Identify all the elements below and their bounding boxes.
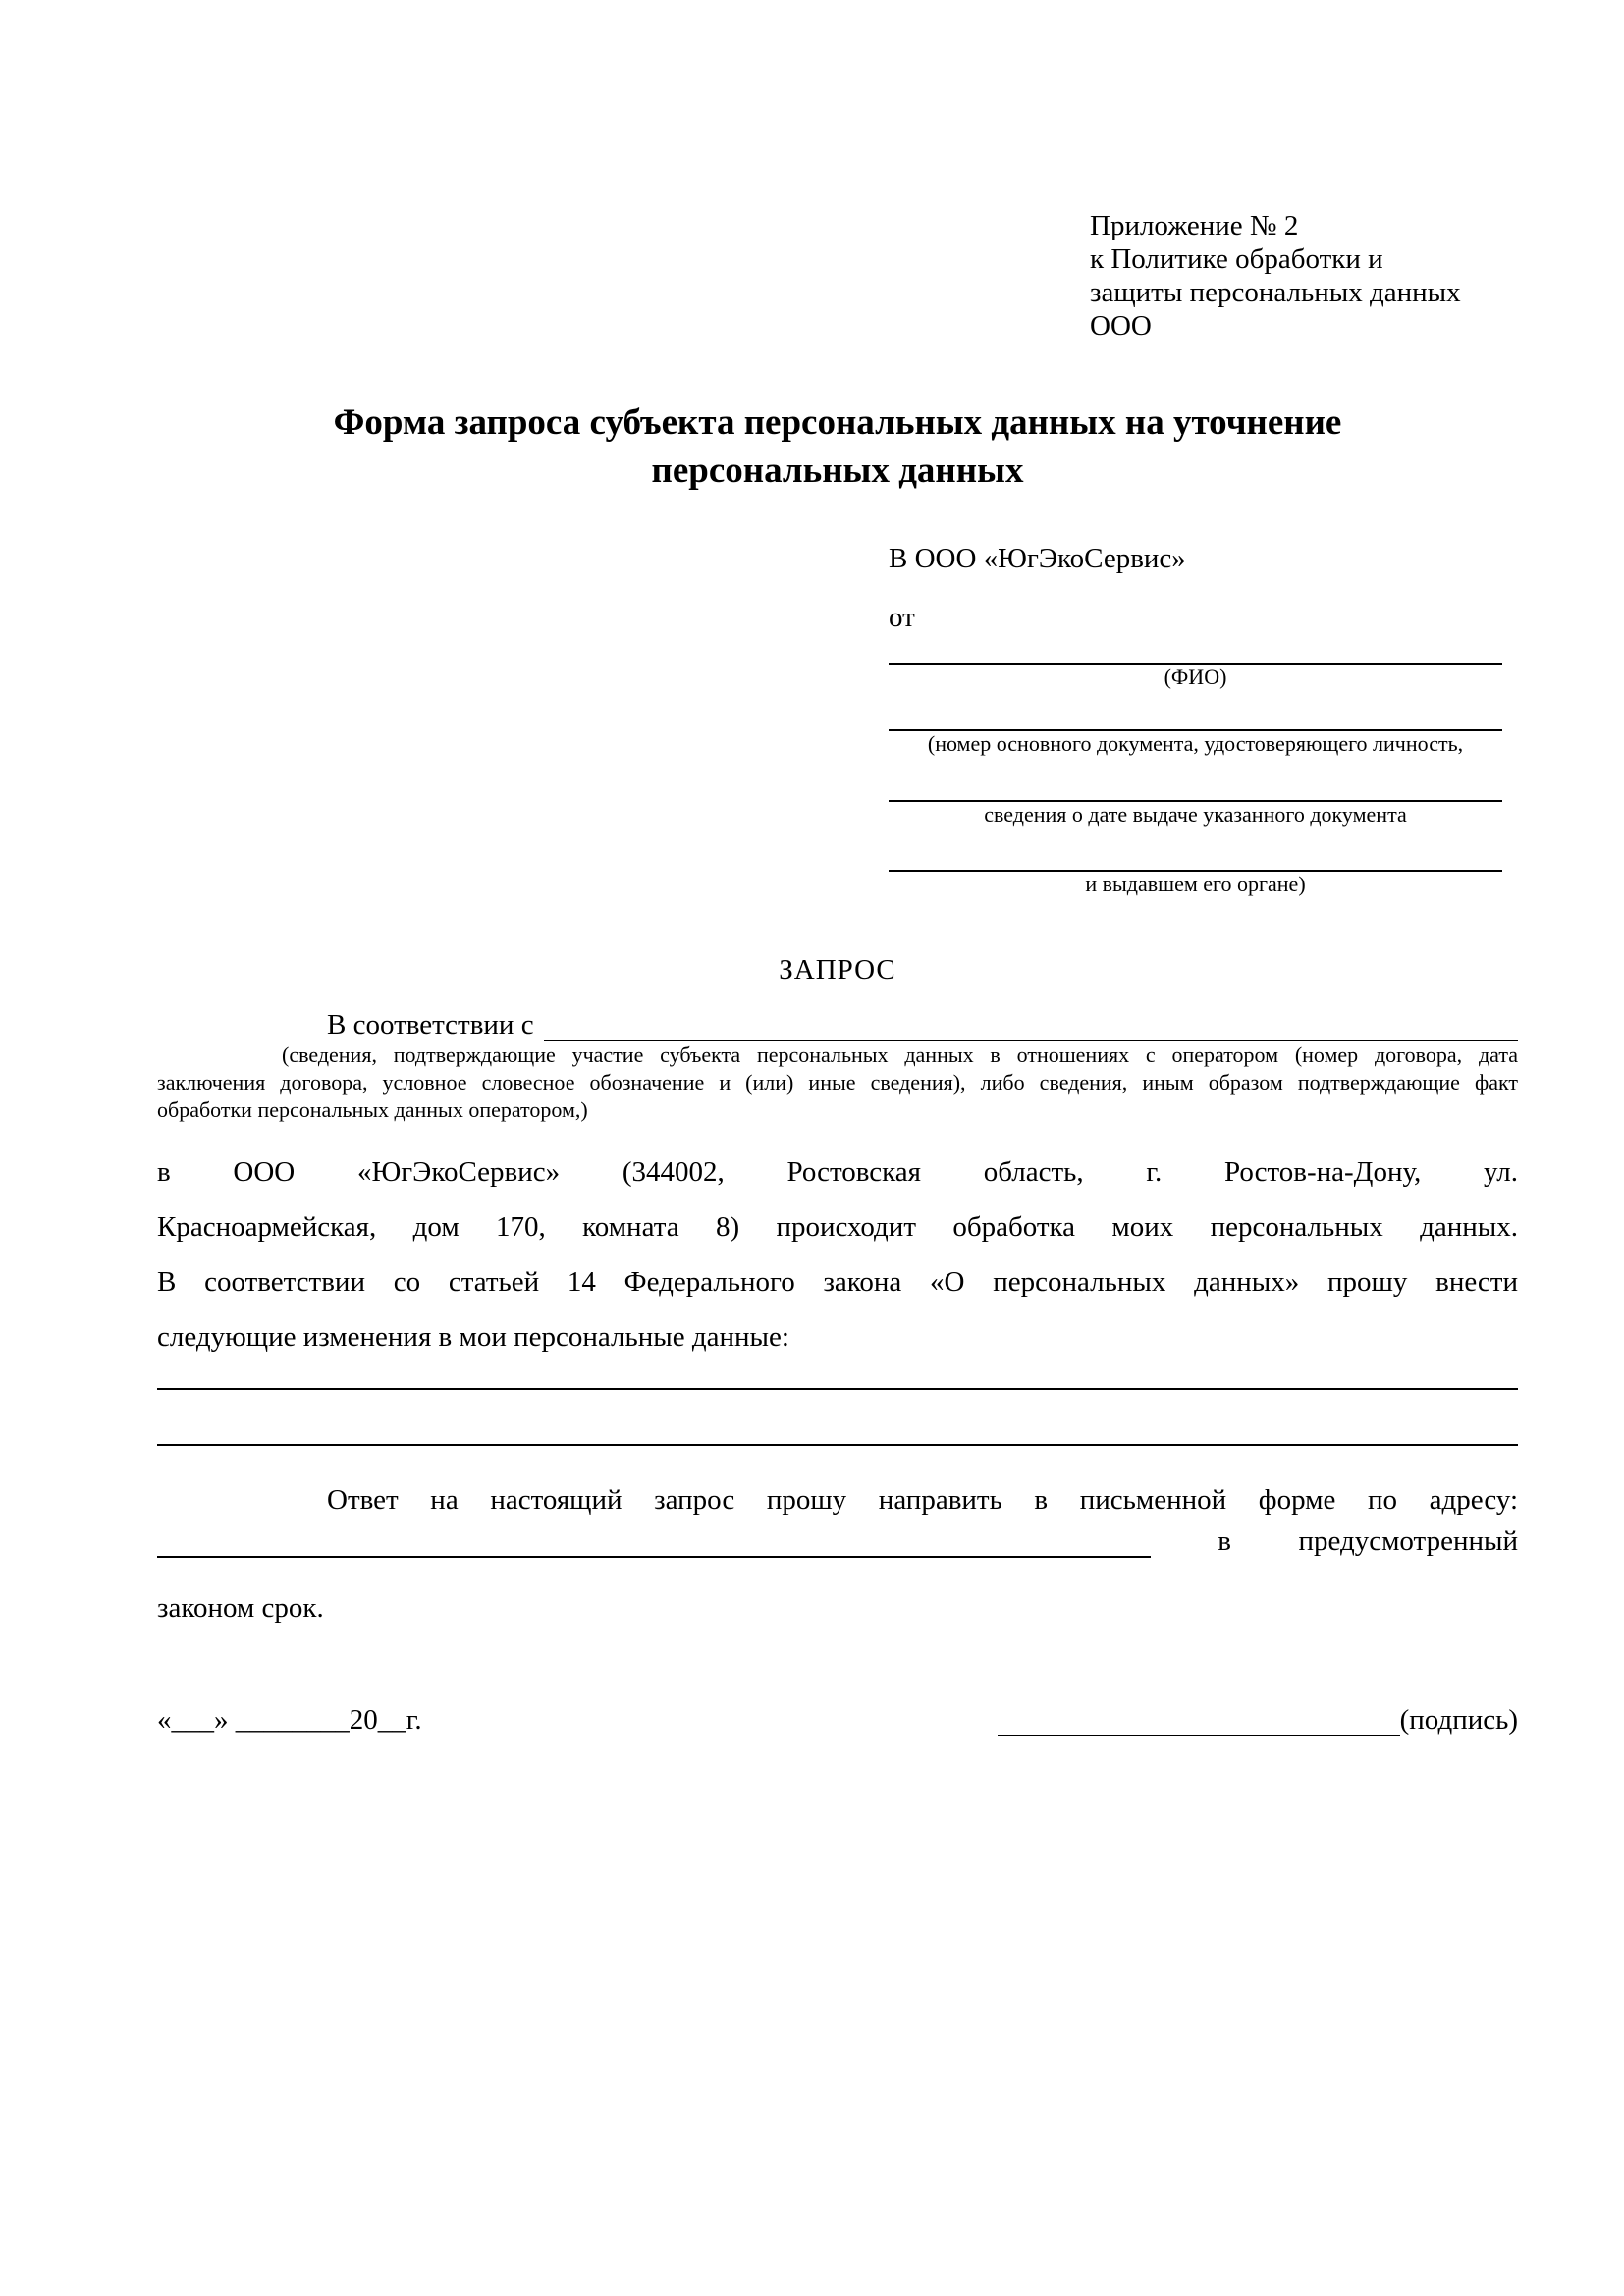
- note-paragraph: [157, 1041, 1518, 1124]
- note-line: (сведения, подтверждающие участие субъекта персональных данных в отношениях с оператором (номер договора, дата: [282, 1042, 1518, 1067]
- request-heading: ЗАПРОС: [779, 954, 896, 986]
- appendix-line: защиты персональных данных: [1090, 277, 1461, 308]
- body-line: Красноармейская, дом 170, комната 8) происходит обработка моих персональных данных.: [157, 1211, 1518, 1243]
- addressee-block: [889, 542, 1502, 897]
- changes-fill-line-2: [157, 1444, 1518, 1446]
- body-line: в ООО «ЮгЭкоСервис» (344002, Ростовская область, г. Ростов-на-Дону, ул.: [157, 1156, 1518, 1188]
- changes-fill-line-1: [157, 1388, 1518, 1390]
- fio-caption: (ФИО): [1164, 665, 1227, 689]
- issue-date-caption: сведения о дате выдаче указанного документа: [984, 802, 1407, 827]
- reply-tail-word-1: в: [1218, 1525, 1231, 1557]
- reply-paragraph-line: Ответ на настоящий запрос прошу направить в письменной форме по адресу:: [327, 1484, 1518, 1516]
- from-label: от: [889, 602, 915, 633]
- signature-line: [998, 1707, 1400, 1736]
- reply-address-fill-line: [157, 1528, 1151, 1558]
- issuing-authority-caption: и выдавшем его органе): [1085, 872, 1306, 896]
- note-line: обработки персональных данных оператором,): [157, 1097, 588, 1122]
- id-document-caption: (номер основного документа, удостоверяющего личность,: [927, 731, 1464, 756]
- signature-caption: (подпись): [1399, 1704, 1518, 1735]
- accordance-fill-line: [544, 1012, 1518, 1041]
- appendix-note: [1090, 209, 1518, 343]
- signature-group: [998, 1703, 1518, 1736]
- reply-tail-word-2: предусмотренный: [1298, 1525, 1518, 1557]
- body-line: В соответствии со статьей 14 Федерального закона «О персональных данных» прошу внести: [157, 1266, 1518, 1298]
- appendix-line: ООО: [1090, 310, 1152, 342]
- reply-last-line: законом срок.: [157, 1592, 324, 1624]
- title-line: Форма запроса субъекта персональных данных на уточнение: [333, 402, 1342, 443]
- footer-row: [157, 1703, 1518, 1736]
- title-line: персональных данных: [651, 451, 1024, 491]
- accordance-row: [157, 1008, 1518, 1041]
- appendix-line: Приложение № 2: [1090, 210, 1299, 241]
- body-paragraph: [157, 1145, 1518, 1364]
- accordance-lead: В соответствии с: [327, 1009, 534, 1041]
- date-line: «___» ________20__г.: [157, 1704, 422, 1735]
- body-line: следующие изменения в мои персональные данные:: [157, 1321, 789, 1353]
- document-title: [157, 399, 1518, 495]
- appendix-line: к Политике обработки и: [1090, 243, 1383, 275]
- reply-address-row: [157, 1524, 1518, 1558]
- company-name: В ООО «ЮгЭкоСервис»: [889, 543, 1186, 574]
- note-line: заключения договора, условное словесное обозначение и (или) иные сведения), либо сведения, иным образом подтверждающие факт: [157, 1070, 1518, 1095]
